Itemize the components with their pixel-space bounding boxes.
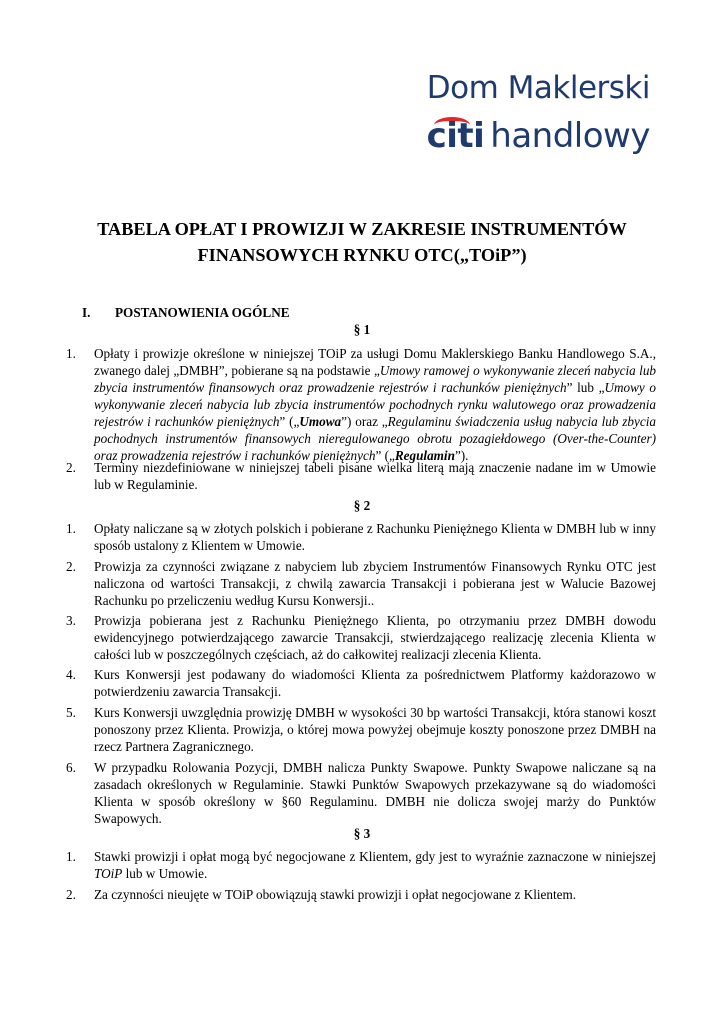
item-number: 6.: [66, 760, 76, 775]
list-item: [66, 848, 656, 882]
item-number: 1.: [66, 521, 76, 536]
logo-citi-handlowy: [390, 116, 650, 156]
list-item: [66, 612, 656, 663]
logo-dom-maklerski: Dom Maklerski: [426, 70, 650, 106]
logo: [390, 68, 650, 156]
list-item: [66, 886, 656, 903]
logo-citi-text: citi: [426, 116, 485, 156]
item-text: Prowizja pobierana jest z Rachunku Pieniężnego Klienta, po otrzymaniu przez DMBH dowodu ewidencyjnego potwierdzającego zawarcie Transakcji, stwierdzającego realizację zlecenia Klienta w całości lub w poszczególnych częściach, aż do całkowitej realizacji zlecenia Klienta.: [94, 613, 656, 662]
item-text: Opłaty naliczane są w złotych polskich i pobierane z Rachunku Pieniężnego Klienta w DMBH lub w inny sposób ustalony z Klientem w Umowie.: [94, 521, 656, 553]
list-item: [66, 666, 656, 700]
paragraph-sign-2: § 2: [353, 498, 371, 513]
item-text: Kurs Konwersji uwzględnia prowizję DMBH w wysokości 30 bp wartości Transakcji, która stanowi koszt ponoszony przez Klienta. Prowizja, o której mowa powyżej obejmuje koszty ponoszone przez DMBH na rzecz Partnera Zagranicznego.: [94, 705, 656, 754]
item-text: Opłaty i prowizje określone w niniejszej TOiP za usługi Domu Maklerskiego Banku Handlowego S.A., zwanego dalej „DMBH”, pobierane są na podstawie „Umowy ramowej o wykonywanie zleceń nabycia lub zbycia instrumentów finansowych oraz prowadzenie rejestrów i rachunków pieniężnych” lub „Umowy o wykonywanie zleceń nabycia lub zbycia instrumentów pochodnych rynku walutowego oraz prowadzenia rejestrów i rachunków pieniężnych” („Umowa”) oraz „Regulaminu świadczenia usług nabycia lub zbycia pochodnych instrumentów finansowych nieregulowanego obrotu pozagiełdowego (Over-the-Counter) oraz prowadzenia rejestrów i rachunków pieniężnych” („Regulamin”).: [94, 346, 657, 463]
list-item: [66, 459, 656, 493]
citi-arc-icon: [434, 117, 470, 133]
logo-citi-wordmark: [427, 116, 485, 156]
item-text: Prowizja za czynności związane z nabyciem lub zbyciem Instrumentów Finansowych Rynku OTC jest naliczona od wartości Transakcji, z chwilą zawarcia Transakcji i pobierana jest w Walucie Bazowej Rachunku po przeliczeniu według Kursu Konwersji..: [94, 559, 656, 608]
section-heading: [82, 305, 290, 321]
item-number: 5.: [66, 705, 76, 720]
item-text: Terminy niezdefiniowane w niniejszej tabeli pisane wielka literą mają znaczenie nadane im w Umowie lub w Regulaminie.: [94, 460, 656, 492]
document-title: [60, 216, 664, 268]
title-line-1: TABELA OPŁAT I PROWIZJI W ZAKRESIE INSTRUMENTÓW: [97, 219, 627, 239]
item-number: 1.: [66, 849, 76, 864]
title-line-2: FINANSOWYCH RYNKU OTC(„TOiP”): [197, 245, 527, 265]
item-number: 3.: [66, 613, 76, 628]
section-number: I.: [82, 305, 91, 320]
item-number: 1.: [66, 346, 76, 361]
item-number: 2.: [66, 460, 76, 475]
item-number: 4.: [66, 667, 76, 682]
list-item: [66, 520, 656, 554]
item-number: 2.: [66, 559, 76, 574]
list-item: [66, 558, 656, 609]
list-item: [66, 759, 656, 827]
item-text: Stawki prowizji i opłat mogą być negocjowane z Klientem, gdy jest to wyraźnie zaznaczone w niniejszej TOiP lub w Umowie.: [94, 849, 656, 881]
item-number: 2.: [66, 887, 76, 902]
paragraph-sign-1: § 1: [353, 322, 371, 337]
list-item: [66, 704, 656, 755]
section-title: POSTANOWIENIA OGÓLNE: [115, 305, 290, 320]
paragraph-sign-3: § 3: [353, 826, 371, 841]
item-text: Kurs Konwersji jest podawany do wiadomości Klienta za pośrednictwem Platformy każdorazowo w potwierdzeniu zawarcia Transakcji.: [94, 667, 656, 699]
item-text: Za czynności nieujęte w TOiP obowiązują stawki prowizji i opłat negocjowane z Klientem.: [94, 887, 577, 902]
item-text: W przypadku Rolowania Pozycji, DMBH nalicza Punkty Swapowe. Punkty Swapowe naliczane są na zasadach określonych w Regulaminie. Stawki Punktów Swapowych przekazywane są do wiadomości Klienta w sposób określony w §60 Regulaminu. DMBH nie dolicza swojej marży do Punktów Swapowych.: [94, 760, 656, 826]
list-item: [66, 345, 656, 464]
logo-handlowy-text: handlowy: [490, 116, 650, 156]
